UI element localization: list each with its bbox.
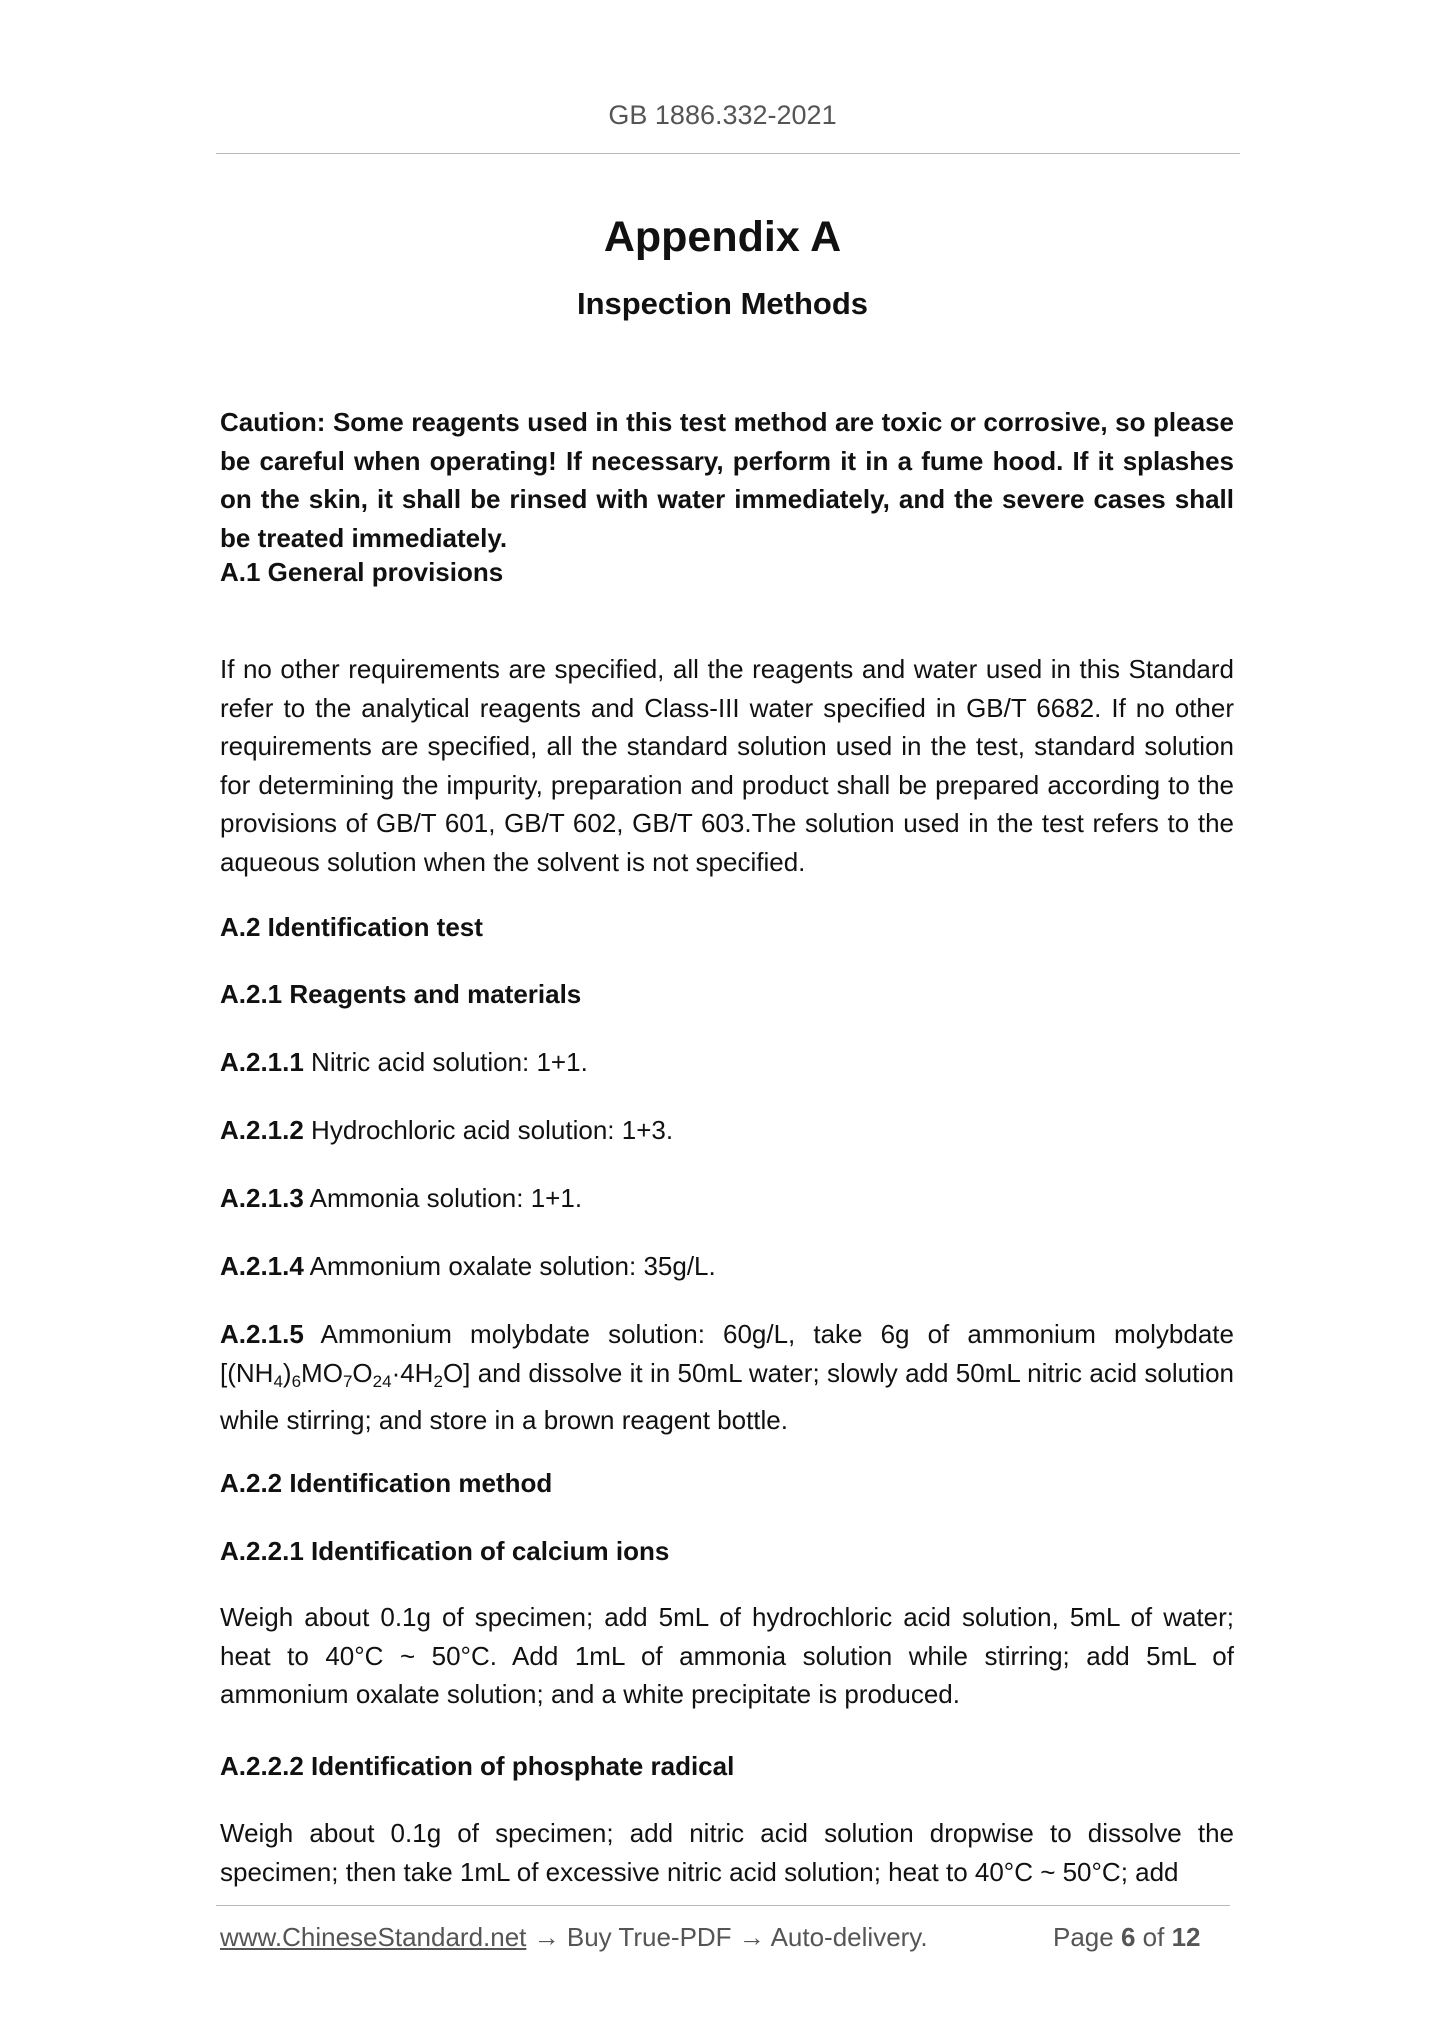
total-pages-number: 12 [1171, 1922, 1201, 1952]
item-number: A.2.1.3 [220, 1183, 304, 1213]
item-a212 [220, 1111, 673, 1149]
item-a214 [220, 1247, 716, 1285]
item-text: ·4H [391, 1357, 434, 1388]
item-number: A.2.1.1 [220, 1047, 304, 1077]
promo-text: → Buy True-PDF → Auto-delivery. [526, 1922, 928, 1952]
page-of-label: of [1135, 1922, 1172, 1952]
item-a215 [220, 1315, 1234, 1440]
section-heading-a222: A.2.2.2 Identification of phosphate radical [220, 1751, 735, 1781]
footer-promo [220, 1922, 928, 1953]
current-page-number: 6 [1120, 1922, 1136, 1952]
section-heading-a1: A.1 General provisions [220, 557, 504, 587]
subscript: 4 [273, 1371, 283, 1391]
item-number: A.2.1.2 [220, 1115, 304, 1145]
item-a211 [220, 1043, 588, 1081]
item-text: O] and dissolve it in 50mL water; slowly add 50mL nitric acid solution while stirring; and store in a brown reagent bottle. [220, 1357, 1234, 1435]
item-text: Ammonium oxalate solution: 35g/L. [303, 1251, 716, 1281]
page-subtitle: Inspection Methods [576, 286, 869, 321]
section-a221-paragraph: Weigh about 0.1g of specimen; add 5mL of hydrochloric acid solution, 5mL of water; heat to 40°C ~ 50°C. Add 1mL of ammonia solution while stirring; add 5mL of ammonium oxalate solution; and a white precipitate is produced. [220, 1602, 1234, 1709]
item-number: A.2.1.5 [220, 1319, 304, 1349]
footer-divider [216, 1905, 1230, 1906]
item-a213 [220, 1179, 582, 1217]
item-text: Nitric acid solution: 1+1. [303, 1047, 588, 1077]
subscript: 6 [291, 1371, 302, 1391]
item-text: Hydrochloric acid solution: 1+3. [303, 1115, 674, 1145]
section-heading-a21: A.2.1 Reagents and materials [220, 979, 582, 1009]
subscript: 2 [433, 1371, 443, 1391]
section-heading-a22: A.2.2 Identification method [220, 1468, 553, 1498]
page-indicator [1053, 1922, 1200, 1953]
item-text: Ammonium molybdate solution: 60g/L, take 6g of ammonium molybdate [(NH [220, 1319, 1234, 1388]
page-label: Page [1053, 1922, 1121, 1952]
subscript: 24 [372, 1371, 392, 1391]
section-heading-a221: A.2.2.1 Identification of calcium ions [220, 1536, 670, 1566]
document-code-header: GB 1886.332-2021 [608, 100, 837, 130]
item-text: MO [301, 1357, 343, 1388]
header-divider [216, 153, 1240, 154]
subscript: 7 [342, 1371, 353, 1391]
item-text: Ammonia solution: 1+1. [303, 1183, 583, 1213]
section-a1-paragraph: If no other requirements are specified, all the reagents and water used in this Standard refer to the analytical reagents and Class-III water specified in GB/T 6682. If no other requirements are specified, all the standard solution used in the test, standard solution for determining the impurity, preparation and product shall be prepared according to the provisions of GB/T 601, GB/T 602, GB/T 603.The solution used in the test refers to the aqueous solution when the solvent is not specified. [220, 654, 1234, 877]
item-text: ) [282, 1357, 292, 1388]
section-a222-paragraph: Weigh about 0.1g of specimen; add nitric acid solution dropwise to dissolve the specimen; then take 1mL of excessive nitric acid solution; heat to 40°C ~ 50°C; add [220, 1818, 1234, 1887]
item-number: A.2.1.4 [220, 1251, 304, 1281]
website-link[interactable]: www.ChineseStandard.net [220, 1922, 527, 1952]
page-title: Appendix A [603, 213, 842, 261]
caution-paragraph: Caution: Some reagents used in this test method are toxic or corrosive, so please be careful when operating! If necessary, perform it in a fume hood. If it splashes on the skin, it shall be rinsed with water immediately, and the severe cases shall be treated immediately. [220, 407, 1234, 553]
section-heading-a2: A.2 Identification test [220, 912, 483, 942]
item-text: O [352, 1357, 373, 1388]
